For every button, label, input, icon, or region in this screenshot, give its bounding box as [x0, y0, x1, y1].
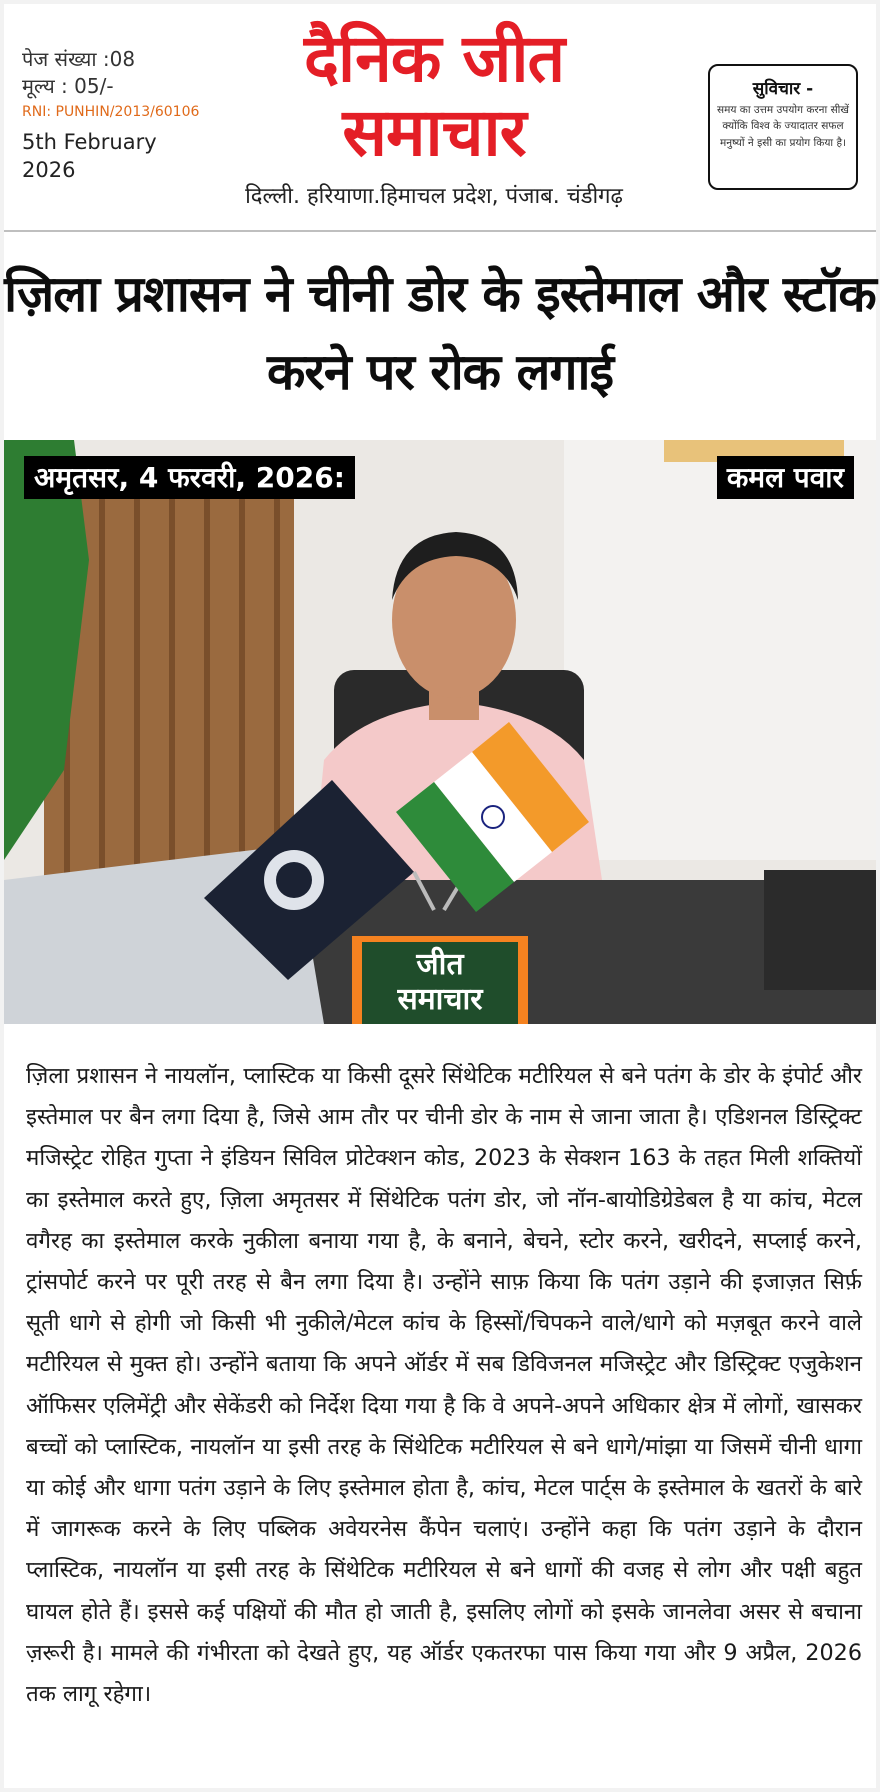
thought-of-the-day-box — [708, 64, 858, 190]
article-photo — [4, 440, 876, 1024]
author-tag: कमल पवार — [717, 456, 854, 499]
logo-inner — [362, 942, 518, 1024]
issue-date: 5th February 2026 — [22, 129, 157, 183]
thought-body: समय का उत्तम उपयोग करना सीखें क्योंकि विश्व के ज्यादातर सफल मनुष्यों ने इसी का प्रयोग किया है। — [717, 104, 849, 149]
logo-line-2: समाचार — [397, 981, 483, 1017]
masthead — [4, 4, 876, 232]
price: मूल्य : 05/- — [22, 74, 114, 98]
rni-number: RNI: PUNHIN/2013/60106 — [22, 104, 200, 120]
thought-heading: सुविचार - — [752, 79, 814, 99]
title-line-1: दैनिक जीत — [303, 20, 565, 97]
newspaper-title — [204, 20, 664, 210]
title-line-2: समाचार — [342, 94, 526, 171]
masthead-divider — [4, 230, 876, 232]
dateline-tag: अमृतसर, 4 फरवरी, 2026: — [24, 456, 355, 499]
jeet-samachar-logo — [352, 936, 528, 1024]
article-body: ज़िला प्रशासन ने नायलॉन, प्लास्टिक या किसी दूसरे सिंथेटिक मटीरियल से बने पतंग के डोर के इंपोर्ट और इस्तेमाल पर बैन लगा दिया है, जिसे आम तौर पर चीनी डोर के नाम से जाना जाता है। एडिशनल डिस्ट्रिक्ट मजिस्ट्रेट रोहित गुप्ता ने इंडियन सिविल प्रोटेक्शन कोड, 2023 के सेक्शन 163 के तहत मिली शक्तियों का इस्तेमाल करते हुए, ज़िला अमृतसर में सिंथेटिक पतंग डोर, जो नॉन-बायोडिग्रेडेबल है या कांच, मेटल वगैरह का इस्तेमाल करके नुकीला बनाया गया है, के बनाने, बेचने, स्टोर करने, खरीदने, सप्लाई करने, ट्रांसपोर्ट करने पर पूरी तरह से बैन लगा दिया है। उन्होंने साफ़ किया कि पतंग उड़ाने की इजाज़त सिर्फ़ सूती धागे से होगी जो किसी भी नुकीले/मेटल कांच के हिस्सों/चिपकने वाले/धागे को मज़बूत करने वाले मटीरियल से मुक्त हो। उन्होंने बताया कि अपने ऑर्डर में सब डिविजनल मजिस्ट्रेट और डिस्ट्रिक्ट एजुकेशन ऑफिसर एलिमेंट्री और सेकेंडरी को निर्देश दिया गया है कि वे अपने-अपने अधिकार क्षेत्र में लोगों, खासकर बच्चों को प्लास्टिक, नायलॉन या इसी तरह के सिंथेटिक मटीरियल से बने धागे/मांझा या जिसमें चीनी धागा या कोई और धागा पतंग उड़ाने के लिए इस्तेमाल होता है, कांच, मेटल पार्ट्स के इस्तेमाल के खतरों के बारे में जागरूक करने के लिए पब्लिक अवेयरनेस कैंपेन चलाएं। उन्होंने कहा कि पतंग उड़ाने के दौरान प्लास्टिक, नायलॉन या इसी तरह के सिंथेटिक मटीरियल से बने धागों की वजह से लोग और पक्षी बहुत घायल होते हैं। इससे कई पक्षियों की मौत हो जाती है, इसलिए लोगों को इसके जानलेवा असर से बचाना ज़रूरी है। मामले की गंभीरता को देखते हुए, यह ऑर्डर एकतरफा पास किया गया और 9 अप्रैल, 2026 तक लागू रहेगा। — [26, 1063, 862, 1708]
issue-meta — [22, 46, 212, 184]
logo-line-1: जीत — [416, 947, 464, 982]
coverage-regions: दिल्ली. हरियाणा.हिमाचल प्रदेश, पंजाब. चंडीगढ़ — [245, 184, 623, 209]
page-number: पेज संख्या :08 — [22, 47, 136, 71]
article-headline: ज़िला प्रशासन ने चीनी डोर के इस्तेमाल और स्टॉक करने पर रोक लगाई — [4, 265, 876, 401]
